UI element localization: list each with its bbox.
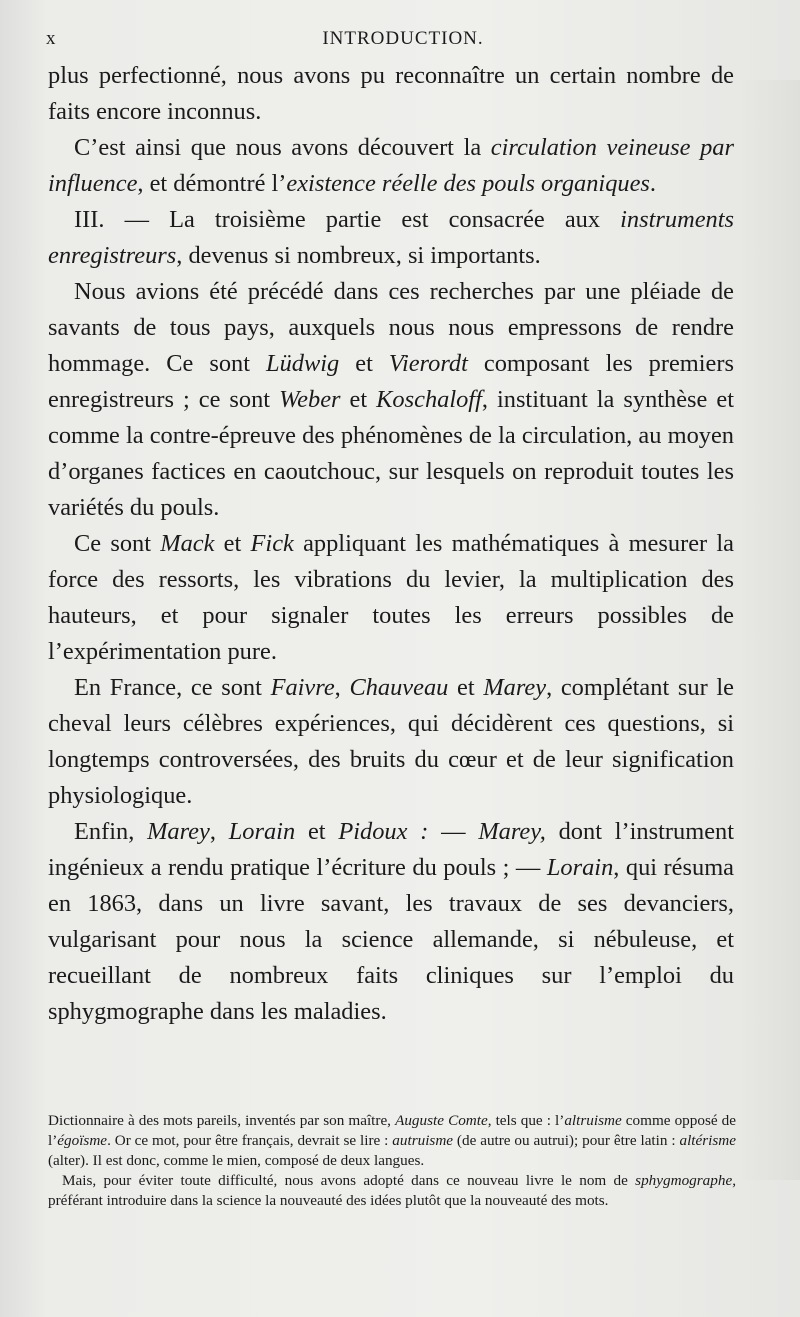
name-lorain: Lorain: [228, 818, 296, 845]
paragraph-3: III. — La troisième partie est consacrée aux instruments enregistreurs, devenus si nombreux, si importants.: [48, 206, 734, 269]
bleed-through-shadow: [740, 80, 800, 1180]
name-chauveau: Chauveau: [349, 674, 449, 701]
page-header: [46, 22, 760, 54]
paragraph-4: Nous avions été précédé dans ces recherches par une pléiade de savants de tous pays, auxquels nous nous empressons de rendre hommage. Ce sont Lüdwig et Vierordt composant les premiers enregistreurs ; ce sont Weber et Koschaloff, instituant la synthèse et comme la contre-épreuve des phénomènes de la circulation, au moyen d’organes factices en caoutchouc, sur lesquels on reproduit toutes les variétés du pouls.: [48, 278, 734, 521]
name-mack: Mack: [160, 530, 215, 557]
paragraph-1: plus perfectionné, nous avons pu reconnaître un certain nombre de faits encore inconnus.: [48, 62, 734, 125]
name-ludwig: Lüdwig: [266, 350, 340, 377]
name-koschaloff: Koschaloff: [376, 386, 482, 413]
emphasis-pouls: existence réelle des pouls organiques: [286, 170, 650, 197]
emphasis-circulation: circulation veineuse par influence: [48, 134, 734, 197]
name-marey: Marey: [483, 674, 547, 701]
page-number: x: [46, 28, 57, 49]
name-lorain-2: Lorain: [546, 854, 614, 881]
footnote-2: Mais, pour éviter toute difficulté, nous avons adopté dans ce nouveau livre le nom de sphygmographe, préférant introduire dans la science la nouveauté des idées plutôt que la nouveauté des mots.: [48, 1172, 736, 1209]
name-fick: Fick: [250, 530, 294, 557]
main-text: [48, 58, 734, 1030]
name-weber: Weber: [279, 386, 341, 413]
paragraph-7: Enfin, Marey, Lorain et Pidoux : — Marey, dont l’instrument ingénieux a rendu pratique l’écriture du pouls ; — Lorain, qui résuma en 1863, dans un livre savant, les travaux de ses devanciers, vulgarisant pour nous la science allemande, si nébuleuse, et recueillant de nombreux faits cliniques sur l’emploi du sphygmographe dans les maladies.: [48, 818, 734, 1025]
name-pidoux: Pidoux :: [338, 818, 429, 845]
name-marey-2: Marey: [147, 818, 210, 845]
name-vierordt: Vierordt: [388, 350, 468, 377]
name-faivre: Faivre: [270, 674, 335, 701]
name-marey-3: Marey,: [478, 818, 546, 845]
emphasis-instruments: instruments enregistreurs: [48, 206, 734, 269]
footnotes: [48, 1111, 736, 1211]
running-title: INTRODUCTION.: [322, 28, 484, 49]
paragraph-5: Ce sont Mack et Fick appliquant les mathématiques à mesurer la force des ressorts, les vibrations du levier, la multiplication des hauteurs, et pour signaler toutes les erreurs possibles de l’expérimentation pure.: [48, 530, 734, 665]
paragraph-2: C’est ainsi que nous avons découvert la circulation veineuse par influence, et démontré l’existence réelle des pouls organiques.: [48, 134, 734, 197]
paragraph-6: En France, ce sont Faivre, Chauveau et Marey, complétant sur le cheval leurs célèbres expériences, qui décidèrent ces questions, si longtemps controversées, des bruits du cœur et de leur signification physiologique.: [48, 674, 734, 809]
footnote-1: Dictionnaire à des mots pareils, inventés par son maître, Auguste Comte, tels que : l’altruisme comme opposé de l’égoïsme. Or ce mot, pour être français, devrait se lire : autruisme (de autre ou autrui); pour être latin : altérisme (alter). Il est donc, comme le mien, composé de deux langues.: [48, 1112, 736, 1169]
